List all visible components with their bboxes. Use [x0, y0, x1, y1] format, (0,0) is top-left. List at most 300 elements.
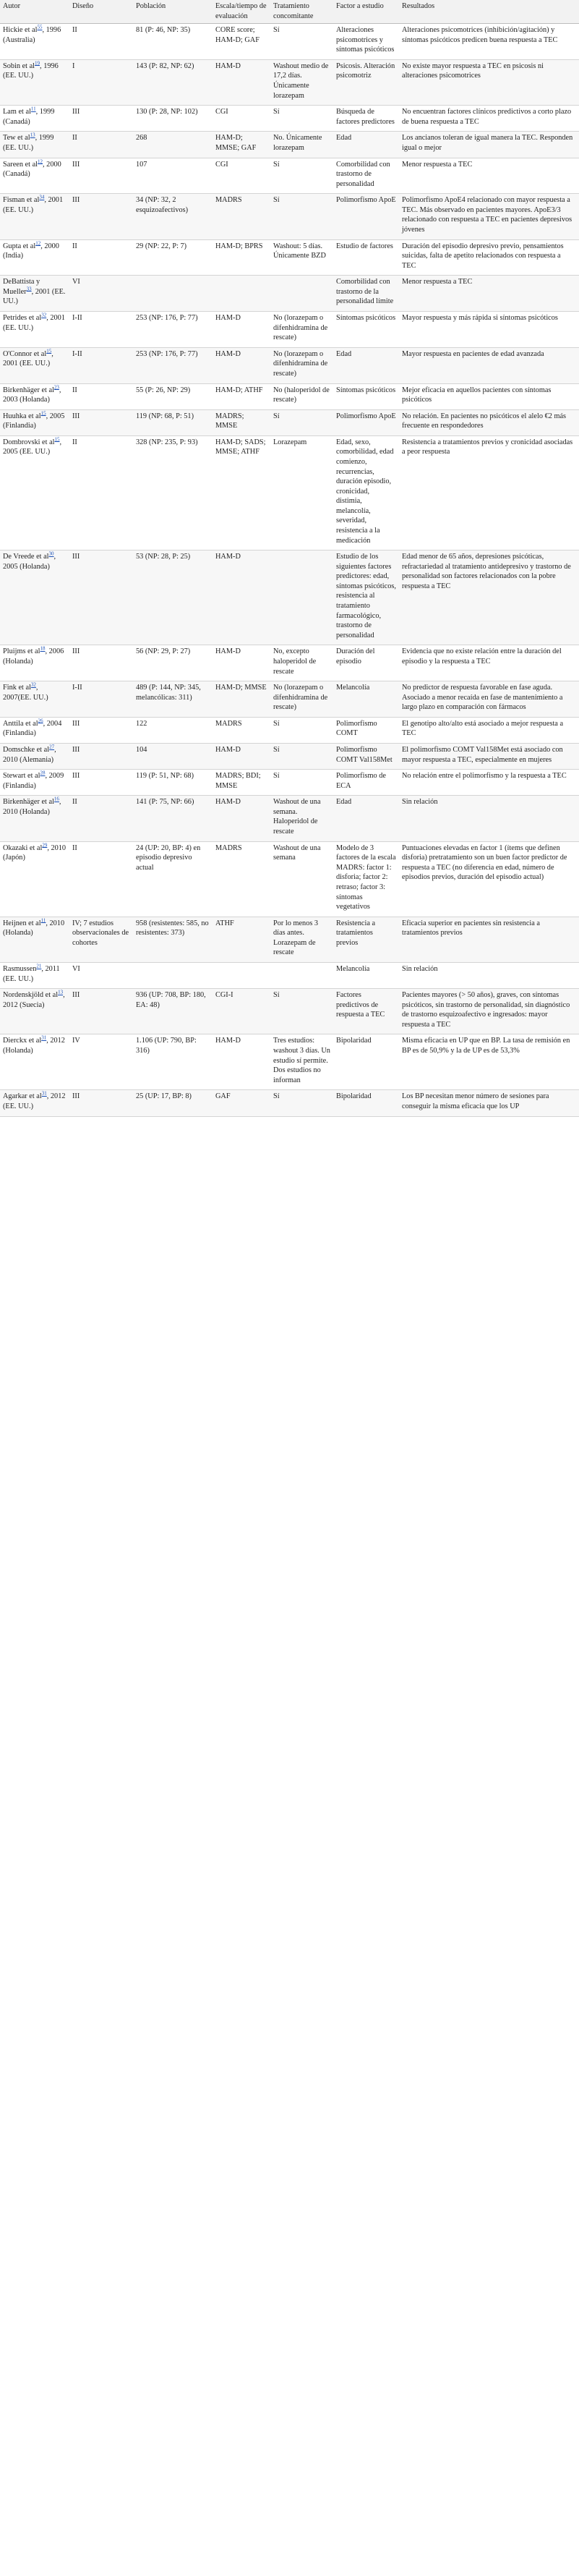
population-cell: 328 (NP: 235, P: 93) — [133, 435, 213, 550]
reference-link[interactable]: 15 — [40, 410, 46, 417]
design-cell: I-II — [69, 347, 133, 383]
reference-superscript — [42, 1091, 47, 1097]
reference-link[interactable]: 29 — [42, 842, 48, 849]
design-cell: III — [69, 1090, 133, 1116]
treatment-cell: Sí — [270, 744, 333, 770]
header-poblacion: Población — [133, 0, 213, 24]
results-cell: No relación entre el polimorfismo y la respuesta a TEC — [399, 770, 579, 796]
year-location: , 2000 (India) — [3, 242, 59, 260]
author-cell — [0, 312, 69, 348]
table-row — [0, 435, 579, 550]
table-row — [0, 312, 579, 348]
factor-cell: Melancolía — [333, 681, 399, 718]
reference-link[interactable]: 55 — [37, 24, 43, 30]
header-diseno: Diseño — [69, 0, 133, 24]
design-cell: II — [69, 841, 133, 917]
factor-cell: Síntomas psicóticos — [333, 312, 399, 348]
year-location: , 2006 (Holanda) — [3, 647, 64, 666]
reference-link[interactable]: 19 — [35, 60, 40, 67]
design-cell: II — [69, 383, 133, 409]
population-cell: 56 (NP: 29, P: 27) — [133, 645, 213, 681]
design-cell: II — [69, 435, 133, 550]
author-name: Birkenhäger et al — [3, 798, 54, 807]
design-cell: III — [69, 744, 133, 770]
year-location: , 1996 (EE. UU.) — [3, 61, 59, 80]
treatment-cell: Sí — [270, 1090, 333, 1116]
reference-link[interactable]: 27 — [49, 744, 55, 750]
author-name: Dombrovski et al — [3, 438, 55, 446]
author-cell — [0, 551, 69, 645]
reference-link[interactable]: 13 — [30, 132, 35, 138]
table-row — [0, 409, 579, 435]
reference-superscript — [27, 286, 32, 292]
scale-cell: CORE score; HAM-D; GAF — [213, 24, 270, 60]
population-cell: 1.106 (UP: 790, BP: 316) — [133, 1034, 213, 1090]
results-cell: Polimorfismo ApoE4 relacionado con mayor respuesta a TEC. Más observado en pacientes mayores. ApoE3/3 relacionado con respuesta a TEC en pacientes depresivos jóvenes — [399, 194, 579, 239]
reference-link[interactable]: 32 — [41, 312, 47, 318]
reference-link[interactable]: 30 — [48, 551, 54, 557]
factor-cell: Edad — [333, 347, 399, 383]
author-cell — [0, 1034, 69, 1090]
results-cell: Sin relación — [399, 962, 579, 988]
year-location: , 2010 (Holanda) — [3, 919, 65, 938]
scale-cell — [213, 962, 270, 988]
scale-cell: HAM-D — [213, 347, 270, 383]
factor-cell: Polimorfismo COMT Val158Met — [333, 744, 399, 770]
author-cell — [0, 409, 69, 435]
factor-cell: Resistencia a tratamientos previos — [333, 917, 399, 962]
table-row — [0, 106, 579, 132]
factor-cell: Estudio de factores — [333, 239, 399, 276]
factor-cell: Síntomas psicóticos — [333, 383, 399, 409]
results-cell: Resistencia a tratamientos previos y cronicidad asociadas a peor respuesta — [399, 435, 579, 550]
reference-link[interactable]: 32 — [30, 681, 36, 688]
year-location: , 2010 (Alemania) — [3, 746, 56, 764]
header-tratamiento: Tratamiento concomitante — [270, 0, 333, 24]
design-cell: II — [69, 24, 133, 60]
factor-cell: Edad, sexo, comorbilidad, edad comienzo, recurrencias, duración episodio, cronicidad, distimia, melancolía, severidad, resistencia a la medicación — [333, 435, 399, 550]
results-cell: Pacientes mayores (> 50 años), graves, con síntomas psicóticos, sin trastorno de personalidad, sin diagnóstico de trastorno esquizoafectivo e ingresados: mayor respuesta a TEC — [399, 989, 579, 1034]
table-row — [0, 681, 579, 718]
reference-link[interactable]: 11 — [40, 917, 46, 924]
design-cell: III — [69, 158, 133, 194]
population-cell: 958 (resistentes: 585, no resistentes: 373) — [133, 917, 213, 962]
population-cell: 936 (UP: 708, BP: 180, EA: 48) — [133, 989, 213, 1034]
treatment-cell: Por lo menos 3 días antes. Lorazepam de rescate — [270, 917, 333, 962]
year-location: , 2012 (Holanda) — [3, 1037, 65, 1055]
results-cell: No existe mayor respuesta a TEC en psicosis ni alteraciones psicomotrices — [399, 59, 579, 105]
reference-superscript — [41, 410, 46, 416]
author-cell — [0, 841, 69, 917]
scale-cell: MADRS — [213, 194, 270, 239]
design-cell: III — [69, 770, 133, 796]
design-cell: I — [69, 59, 133, 105]
table-row — [0, 645, 579, 681]
year-location: , 2007(EE. UU.) — [3, 684, 48, 702]
reference-link[interactable]: 18 — [40, 645, 46, 652]
scale-cell: MADRS — [213, 717, 270, 743]
author-name: Fink et al — [3, 684, 31, 692]
author-cell — [0, 106, 69, 132]
author-cell — [0, 645, 69, 681]
design-cell: II — [69, 796, 133, 841]
design-cell: II — [69, 132, 133, 158]
author-name: Huuhka et al — [3, 412, 41, 420]
studies-table — [0, 0, 579, 1117]
reference-link[interactable]: 12 — [35, 240, 41, 247]
reference-superscript — [40, 646, 46, 652]
results-cell: No predictor de respuesta favorable en fase aguda. Asociado a menor recaída en fase de mantenimiento a largo plazo en comparación con fármacos — [399, 681, 579, 718]
author-cell — [0, 435, 69, 550]
population-cell: 107 — [133, 158, 213, 194]
author-name: Birkenhäger et al — [3, 386, 54, 394]
table-row — [0, 24, 579, 60]
header-row — [0, 0, 579, 24]
results-cell: Misma eficacia en UP que en BP. La tasa de remisión en BP es de 50,9% y la de UP es de 53,3% — [399, 1034, 579, 1090]
population-cell: 141 (P: 75, NP: 66) — [133, 796, 213, 841]
population-cell — [133, 962, 213, 988]
design-cell: I-II — [69, 681, 133, 718]
treatment-cell: Sí — [270, 409, 333, 435]
population-cell: 25 (UP: 17, BP: 8) — [133, 1090, 213, 1116]
factor-cell: Bipolaridad — [333, 1034, 399, 1090]
author-name: Hickie et al — [3, 26, 38, 35]
table-row — [0, 1090, 579, 1116]
treatment-cell: Lorazepam — [270, 435, 333, 550]
results-cell: Eficacia superior en pacientes sin resistencia a tratamientos previos — [399, 917, 579, 962]
table-row — [0, 1034, 579, 1090]
results-cell: Sin relación — [399, 796, 579, 841]
reference-link[interactable]: 13 — [58, 989, 64, 995]
year-location: , 1999 (Canadá) — [3, 108, 55, 126]
author-cell — [0, 239, 69, 276]
table-row — [0, 194, 579, 239]
author-cell — [0, 681, 69, 718]
scale-cell: HAM-D; MMSE; GAF — [213, 132, 270, 158]
table-row — [0, 796, 579, 841]
author-name: Rasmussen — [3, 964, 37, 973]
population-cell: 489 (P: 144, NP: 345, melancólicas: 311) — [133, 681, 213, 718]
table-row — [0, 276, 579, 312]
table-row — [0, 962, 579, 988]
author-cell — [0, 962, 69, 988]
factor-cell: Factores predictivos de respuesta a TEC — [333, 989, 399, 1034]
factor-cell: Melancolía — [333, 962, 399, 988]
author-name: Anttila et al — [3, 719, 38, 728]
reference-superscript — [35, 60, 40, 66]
scale-cell: HAM-D; ATHF — [213, 383, 270, 409]
design-cell: III — [69, 106, 133, 132]
design-cell: VI — [69, 276, 133, 312]
reference-link[interactable]: 15 — [46, 348, 52, 354]
treatment-cell — [270, 962, 333, 988]
author-name: Domschke et al — [3, 746, 50, 754]
scale-cell: HAM-D — [213, 796, 270, 841]
year-location: , 2001 (EE. UU.) — [3, 287, 66, 306]
treatment-cell: Washout medio de 17,2 días. Únicamente lorazepam — [270, 59, 333, 105]
reference-superscript — [49, 551, 54, 557]
design-cell: III — [69, 717, 133, 743]
scale-cell: CGI-I — [213, 989, 270, 1034]
scale-cell: HAM-D; BPRS — [213, 239, 270, 276]
author-cell — [0, 917, 69, 962]
results-cell: Alteraciones psicomotrices (inhibición/agitación) y síntomas psicóticos predicen buena respuesta a TEC — [399, 24, 579, 60]
factor-cell: Psicosis. Alteración psicomotriz — [333, 59, 399, 105]
reference-superscript — [54, 384, 59, 390]
author-cell — [0, 796, 69, 841]
results-cell: Menor respuesta a TEC — [399, 158, 579, 194]
year-location: , 2005 (Holanda) — [3, 553, 56, 571]
treatment-cell: No (lorazepam o difenhidramina de rescate) — [270, 681, 333, 718]
author-name: Okazaki et al — [3, 843, 43, 852]
treatment-cell: No (lorazepam o difenhidramina de rescate) — [270, 347, 333, 383]
factor-cell: Edad — [333, 132, 399, 158]
reference-superscript — [31, 106, 36, 112]
reference-link[interactable]: 11 — [30, 106, 36, 112]
author-name: Lam et al — [3, 108, 31, 116]
scale-cell: MADRS — [213, 841, 270, 917]
year-location: , 2004 (Finlandia) — [3, 719, 62, 738]
treatment-cell: Washout de una semana — [270, 841, 333, 917]
reference-link[interactable]: 23 — [53, 384, 59, 391]
year-location: , 2005 (Finlandia) — [3, 412, 65, 430]
reference-link[interactable]: 31 — [41, 1090, 47, 1097]
header-autor: Autor — [0, 0, 69, 24]
treatment-cell — [270, 276, 333, 312]
author-cell — [0, 383, 69, 409]
results-cell: Mayor respuesta y más rápida si síntomas psicóticos — [399, 312, 579, 348]
results-cell: Menor respuesta a TEC — [399, 276, 579, 312]
author-cell — [0, 347, 69, 383]
author-cell — [0, 194, 69, 239]
reference-link[interactable]: 26 — [38, 718, 43, 724]
factor-cell: Alteraciones psicomotrices y síntomas psicóticos — [333, 24, 399, 60]
treatment-cell: No (haloperidol de rescate) — [270, 383, 333, 409]
table-row — [0, 770, 579, 796]
table-row — [0, 989, 579, 1034]
treatment-cell: Tres estudios: washout 3 días. Un estudio sí permite. Dos estudios no informan — [270, 1034, 333, 1090]
scale-cell: HAM-D — [213, 1034, 270, 1090]
scale-cell: HAM-D — [213, 59, 270, 105]
scale-cell: HAM-D; SADS; MMSE; ATHF — [213, 435, 270, 550]
treatment-cell: Washout de una semana. Haloperidol de rescate — [270, 796, 333, 841]
factor-cell: Bipolaridad — [333, 1090, 399, 1116]
year-location: , 1999 (EE. UU.) — [3, 134, 54, 152]
author-name: Dierckx et al — [3, 1037, 42, 1045]
author-name: O'Connor et al — [3, 349, 47, 358]
year-location: , 2009 (Finlandia) — [3, 772, 64, 790]
treatment-cell: No. Únicamente lorazepam — [270, 132, 333, 158]
scale-cell: HAM-D — [213, 744, 270, 770]
header-resultados: Resultados — [399, 0, 579, 24]
factor-cell: Duración del episodio — [333, 645, 399, 681]
design-cell: III — [69, 989, 133, 1034]
population-cell: 119 (NP: 68, P: 51) — [133, 409, 213, 435]
population-cell: 34 (NP: 32, 2 esquizoafectivos) — [133, 194, 213, 239]
reference-link[interactable]: 34 — [39, 194, 45, 200]
treatment-cell: Sí — [270, 24, 333, 60]
factor-cell: Polimorfismo COMT — [333, 717, 399, 743]
population-cell: 130 (P: 28, NP: 102) — [133, 106, 213, 132]
reference-link[interactable]: 16 — [53, 796, 59, 802]
year-location: , 2001 (EE. UU.) — [3, 314, 65, 332]
author-cell — [0, 276, 69, 312]
year-location: , 2010 (Japón) — [3, 843, 67, 862]
treatment-cell: Sí — [270, 158, 333, 194]
header-escala: Escala/tiempo de evaluación — [213, 0, 270, 24]
year-location: , 2005 (EE. UU.) — [3, 438, 62, 456]
author-name: Petrides et al — [3, 314, 42, 323]
scale-cell: CGI — [213, 106, 270, 132]
year-location: , 2001 (EE. UU.) — [3, 196, 64, 214]
scale-cell — [213, 276, 270, 312]
scale-cell: GAF — [213, 1090, 270, 1116]
reference-link[interactable]: 15 — [54, 436, 60, 443]
header-factor: Factor a estudio — [333, 0, 399, 24]
design-cell: III — [69, 409, 133, 435]
table-header — [0, 0, 579, 24]
table-row — [0, 917, 579, 962]
results-cell: No encuentran factores clínicos predictivos a corto plazo de buena respuesta a TEC — [399, 106, 579, 132]
factor-cell: Polimorfismo ApoE — [333, 409, 399, 435]
factor-cell: Polimorfismo ApoE — [333, 194, 399, 239]
population-cell: 81 (P: 46, NP: 35) — [133, 24, 213, 60]
author-name: Sobin et al — [3, 61, 35, 70]
scale-cell: CGI — [213, 158, 270, 194]
year-location: , 2012 (Suecia) — [3, 991, 65, 1009]
results-cell: Duración del episodio depresivo previo, pensamientos suicidas, falta de apetito relacionados con respuesta a TEC — [399, 239, 579, 276]
author-cell — [0, 59, 69, 105]
author-cell — [0, 132, 69, 158]
scale-cell: HAM-D — [213, 551, 270, 645]
scale-cell: MADRS; MMSE — [213, 409, 270, 435]
factor-cell: Modelo de 3 factores de la escala MADRS: factor 1: disforia; factor 2: retraso; factor 3: síntomas vegetativos — [333, 841, 399, 917]
population-cell — [133, 276, 213, 312]
year-location: , 2011 (EE. UU.) — [3, 964, 60, 983]
results-cell: Mejor eficacia en aquellos pacientes con síntomas psicóticos — [399, 383, 579, 409]
population-cell: 253 (NP: 176, P: 77) — [133, 347, 213, 383]
scale-cell: HAM-D; MMSE — [213, 681, 270, 718]
reference-superscript — [55, 436, 60, 442]
design-cell: III — [69, 551, 133, 645]
author-cell — [0, 1090, 69, 1116]
reference-superscript — [54, 796, 59, 802]
reference-superscript — [38, 718, 43, 723]
table-row — [0, 551, 579, 645]
design-cell: II — [69, 239, 133, 276]
results-cell: No relación. En pacientes no psicóticos el alelo €2 más frecuente en respondedores — [399, 409, 579, 435]
table-row — [0, 717, 579, 743]
reference-link[interactable]: 21 — [36, 963, 42, 969]
author-name: Nordenskjöld et al — [3, 991, 59, 1000]
factor-cell: Polimorfismo de ECA — [333, 770, 399, 796]
reference-link[interactable]: 12 — [38, 158, 43, 165]
results-cell: Edad menor de 65 años, depresiones psicóticas, refractariedad al tratamiento antidepresivo y trastorno de personalidad son factores relacionados con la pobre respuesta a TEC — [399, 551, 579, 645]
year-location: , 2010 (Holanda) — [3, 798, 61, 816]
treatment-cell — [270, 551, 333, 645]
author-name: DeBattista y Mueller — [3, 278, 40, 296]
author-cell — [0, 24, 69, 60]
author-name: Stewart et al — [3, 772, 40, 781]
design-cell: III — [69, 645, 133, 681]
table-row — [0, 383, 579, 409]
scale-cell: ATHF — [213, 917, 270, 962]
population-cell: 143 (P: 82, NP: 62) — [133, 59, 213, 105]
factor-cell: Estudio de los siguientes factores predictores: edad, síntomas psicóticos, resistencia al tratamiento farmacológico, trastorno de personalidad — [333, 551, 399, 645]
table-row — [0, 59, 579, 105]
population-cell: 53 (NP: 28, P: 25) — [133, 551, 213, 645]
year-location: , 2001 (EE. UU.) — [3, 349, 53, 368]
design-cell: IV — [69, 1034, 133, 1090]
scale-cell: MADRS; BDI; MMSE — [213, 770, 270, 796]
reference-superscript — [30, 132, 35, 138]
treatment-cell: Sí — [270, 717, 333, 743]
results-cell: Los ancianos toleran de igual manera la TEC. Responden igual o mejor — [399, 132, 579, 158]
treatment-cell: No (lorazepam o difenhidramina de rescate) — [270, 312, 333, 348]
author-cell — [0, 717, 69, 743]
table-row — [0, 239, 579, 276]
results-cell: Los BP necesitan menor número de sesiones para conseguir la misma eficacia que los UP — [399, 1090, 579, 1116]
table-row — [0, 841, 579, 917]
table-body — [0, 24, 579, 1116]
author-name: Sareen et al — [3, 160, 38, 169]
results-cell: Evidencia que no existe relación entre la duración del episodio y la respuesta a TEC — [399, 645, 579, 681]
population-cell: 104 — [133, 744, 213, 770]
treatment-cell: Sí — [270, 989, 333, 1034]
author-name: Pluijms et al — [3, 647, 40, 656]
treatment-cell: Sí — [270, 770, 333, 796]
table-row — [0, 347, 579, 383]
population-cell: 55 (P: 26, NP: 29) — [133, 383, 213, 409]
table-row — [0, 744, 579, 770]
population-cell: 253 (NP: 176, P: 77) — [133, 312, 213, 348]
author-name: De Vreede et al — [3, 553, 49, 561]
reference-superscript — [38, 158, 43, 164]
results-cell: Mayor respuesta en pacientes de edad avanzada — [399, 347, 579, 383]
treatment-cell: Washout: 5 días. Únicamente BZD — [270, 239, 333, 276]
author-cell — [0, 989, 69, 1034]
reference-superscript — [31, 682, 36, 688]
author-name: Gupta et al — [3, 242, 36, 250]
factor-cell: Edad — [333, 796, 399, 841]
design-cell: VI — [69, 962, 133, 988]
results-cell: Puntuaciones elevadas en factor 1 (ítems que definen disforia) pretratamiento son un buen factor predictor de respuesta a TEC (no diferencia en edad, número de episodios previos, duración del episodio actual) — [399, 841, 579, 917]
author-cell — [0, 744, 69, 770]
population-cell: 29 (NP: 22, P: 7) — [133, 239, 213, 276]
scale-cell: HAM-D — [213, 312, 270, 348]
author-name: Agarkar et al — [3, 1092, 42, 1101]
reference-link[interactable]: 31 — [41, 1035, 47, 1042]
year-location: , 1996 (Australia) — [3, 26, 61, 44]
scale-cell: HAM-D — [213, 645, 270, 681]
treatment-cell: Sí — [270, 106, 333, 132]
year-location: , 2003 (Holanda) — [3, 386, 61, 404]
reference-superscript — [49, 744, 54, 750]
author-name: Fisman et al — [3, 196, 40, 205]
table-row — [0, 132, 579, 158]
results-cell: El polimorfismo COMT Val158Met está asociado con mayor respuesta a TEC, especialmente en mujeres — [399, 744, 579, 770]
year-location: , 2000 (Canadá) — [3, 160, 61, 179]
design-cell: III — [69, 194, 133, 239]
reference-link[interactable]: 33 — [26, 286, 32, 292]
population-cell: 24 (UP: 20, BP: 4) en episodio depresivo actual — [133, 841, 213, 917]
treatment-cell: No, excepto haloperidol de rescate — [270, 645, 333, 681]
author-name: Heijnen et al — [3, 919, 41, 927]
table-row — [0, 158, 579, 194]
reference-link[interactable]: 28 — [40, 770, 46, 776]
year-location: , 2012 (EE. UU.) — [3, 1092, 66, 1110]
design-cell: IV; 7 estudios observacionales de cohortes — [69, 917, 133, 962]
